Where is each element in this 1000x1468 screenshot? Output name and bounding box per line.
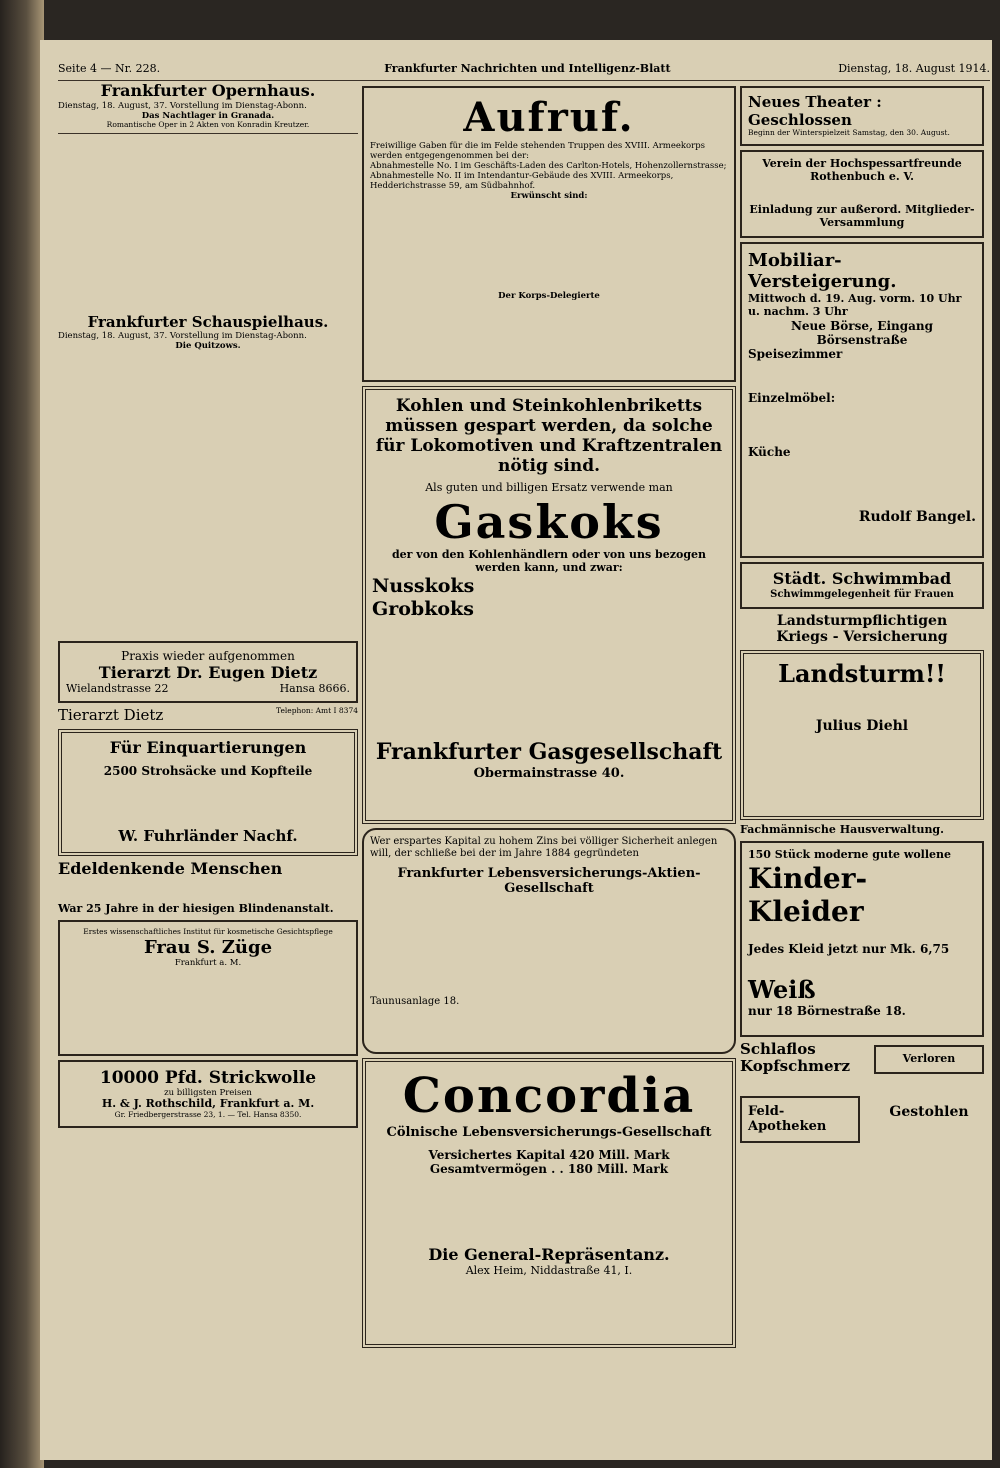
einzelmoebel: Einzelmöbel:: [748, 390, 836, 405]
nusskoks: Nusskoks: [372, 575, 475, 598]
tierarzt2-phone: Telephon: Amt I 8374: [276, 706, 358, 716]
schauspiel-piece: Die Quitzows.: [175, 341, 241, 352]
concordia-ad: [362, 1058, 736, 1348]
neues-sub: Beginn der Winterspielzeit Samstag, den 30. August.: [748, 128, 950, 138]
gasges-address: Obermainstrasse 40.: [473, 766, 625, 782]
tierarzt-name: Tierarzt Dr. Eugen Dietz: [98, 662, 318, 682]
verein-name: Verein der Hochspessartfreunde Rothenbuch e. V.: [762, 157, 962, 184]
wolle-sub: zu billigsten Preisen: [164, 1087, 252, 1098]
vermoegen: Gesamtvermögen . . 180 Mill. Mark: [429, 1162, 669, 1177]
fuhrlaender: W. Fuhrländer Nachf.: [118, 827, 298, 846]
aufruf-text-4: Erwünscht sind:: [510, 191, 588, 202]
ersatz-line: Als guten und billigen Ersatz verwende man: [425, 481, 673, 495]
gaskoks-sub: der von den Kohlenhändlern oder von uns bezogen werden kann, und zwar:: [391, 548, 706, 575]
praxis-line: Praxis wieder aufgenommen: [121, 649, 295, 664]
edel-title: Edeldenkende Menschen: [58, 858, 283, 878]
book-spine: [0, 0, 44, 1468]
aufruf-title: Aufruf.: [463, 94, 635, 141]
boerse: Neue Börse, Eingang Börsenstraße: [790, 318, 934, 347]
kopfschmerz: Kopfschmerz: [740, 1057, 850, 1076]
gaskoks-ad: [362, 386, 736, 824]
zuege-address: Frankfurt a. M.: [174, 957, 242, 968]
landsturm-title: Landsturm!!: [778, 658, 946, 688]
gasgesellschaft: Frankfurter Gasgesellschaft: [375, 739, 723, 766]
grobkoks: Grobkoks: [372, 597, 474, 620]
weiss: Weiß: [748, 974, 816, 1004]
bad-title: Städt. Schwimmbad: [772, 569, 952, 589]
leben-text: Wer erspartes Kapital zu hohem Zins bei völliger Sicherheit anlegen will, der schließe bei der im Jahre 1884 gegründeten: [370, 836, 718, 859]
concordia-title: Concordia: [402, 1068, 696, 1124]
general-address: Alex Heim, Niddastraße 41, I.: [465, 1264, 633, 1278]
kinder-title: Kinder-Kleider: [748, 861, 868, 928]
opera-sub: Romantische Oper in 2 Akten von Konradin Kreutzer.: [106, 119, 310, 129]
aufruf-text-1: Freiwillige Gaben für die im Felde stehenden Truppen des XVIII. Armeekorps werden entgegengenommen bei der:: [370, 141, 706, 162]
wolle-address: Gr. Friedbergerstrasse 23, 1. — Tel. Hansa 8350.: [114, 1109, 302, 1119]
column-1: [58, 82, 358, 1458]
gaskoks-title: Gaskoks: [434, 495, 664, 550]
korps-delegierte: Der Korps-Delegierte: [498, 291, 600, 302]
wolle-title: 10000 Pfd. Strickwolle: [99, 1067, 317, 1088]
hausverwaltung: Fachmännische Hausverwaltung.: [740, 822, 944, 836]
kriegsversicherung: Kriegs - Versicherung: [776, 629, 948, 646]
diehl: Julius Diehl: [815, 718, 909, 735]
verloren: Verloren: [874, 1045, 984, 1074]
kueche: Küche: [748, 445, 791, 460]
column-3: [740, 82, 984, 1458]
landsturm-ad: [740, 650, 984, 820]
bangel: Rudolf Bangel.: [858, 509, 976, 526]
tierarzt-address: Wielandstrasse 22: [66, 681, 169, 695]
leben-title: Frankfurter Lebensversicherungs-Aktien-Gesellschaft: [397, 865, 701, 896]
einquartierung-ad: [58, 729, 358, 856]
small-ads: [740, 1041, 984, 1147]
verein-ad: [740, 150, 984, 238]
kapital: Versichertes Kapital 420 Mill. Mark: [428, 1147, 670, 1162]
page-number: Seite 4 — Nr. 228.: [58, 62, 161, 75]
schlaflos: Schlaflos: [740, 1039, 816, 1058]
tierarzt-phone: Hansa 8666.: [279, 681, 350, 695]
schauspiel-title: Frankfurter Schauspielhaus.: [87, 312, 329, 331]
opera-title: Frankfurter Opernhaus.: [100, 81, 316, 100]
weiss-address: nur 18 Börnestraße 18.: [748, 1004, 906, 1019]
mobiliar-ad: [740, 242, 984, 558]
zuege-name: Frau S. Züge: [143, 936, 273, 958]
versammlung: Einladung zur außerord. Mitglieder-Versammlung: [749, 203, 975, 230]
neues-title: Neues Theater : Geschlossen: [748, 93, 882, 129]
kinder-preis: Jedes Kleid jetzt nur Mk. 6,75: [748, 941, 950, 956]
tierarzt-ad: [58, 641, 358, 703]
aufruf-text-3: Abnahmestelle No. II im Intendantur-Gebäude des XVIII. Armeekorps, Hedderichstrasse 59, am Südbahnhof.: [370, 171, 674, 192]
wolle-ad: [58, 1060, 358, 1128]
date: Dienstag, 18. August 1914.: [838, 62, 990, 75]
zuege-ad: [58, 920, 358, 1056]
mobiliar-date: Mittwoch d. 19. Aug. vorm. 10 Uhr u. nachm. 3 Uhr: [748, 291, 962, 318]
opera-piece: Das Nachtlager in Granada.: [141, 110, 275, 121]
masthead: Frankfurter Nachrichten und Intelligenz-Blatt: [384, 62, 671, 75]
column-2: [362, 82, 736, 1458]
feld-apotheken: Feld-Apotheken: [740, 1096, 860, 1143]
lebensvers-ad: [362, 828, 736, 1054]
aufruf-ad: [362, 86, 736, 382]
kinder-pre: 150 Stück moderne gute wollene: [748, 847, 952, 861]
speisezimmer: Speisezimmer: [748, 346, 843, 361]
leben-address: Taunusanlage 18.: [370, 996, 460, 1008]
opera-line: Dienstag, 18. August, 37. Vorstellung im Dienstag-Abonn.: [58, 100, 307, 111]
gestohlen: Gestohlen: [889, 1103, 969, 1120]
concordia-sub: Cölnische Lebensversicherungs-Gesellschaft: [386, 1124, 712, 1140]
einq-line: 2500 Strohsäcke und Kopfteile: [103, 764, 313, 779]
general-repr: Die General-Repräsentanz.: [428, 1245, 670, 1265]
schwimmbad-ad: [740, 562, 984, 609]
landsturmpflichtigen: Landsturmpflichtigen: [776, 612, 948, 629]
blind-line: War 25 Jahre in der hiesigen Blindenanstalt.: [58, 901, 334, 915]
kohlen-text: Kohlen und Steinkohlenbriketts müssen gespart werden, da solche für Lokomotiven und Kraftzentralen nötig sind.: [375, 396, 723, 477]
mobiliar-title: Mobiliar-Versteigerung.: [748, 250, 897, 293]
kinderkleider-ad: [740, 841, 984, 1037]
aufruf-text-2: Abnahmestelle No. I im Geschäfts-Laden des Carlton-Hotels, Hohenzollernstrasse;: [370, 161, 727, 172]
page-header: [58, 60, 990, 81]
einq-title: Für Einquartierungen: [109, 738, 307, 758]
tierarzt2-name: Tierarzt Dietz: [58, 706, 164, 725]
schauspiel-line: Dienstag, 18. August, 37. Vorstellung im Dienstag-Abonn.: [58, 331, 307, 342]
neues-theater-ad: [740, 86, 984, 146]
zuege-institute: Erstes wissenschaftliches Institut für kosmetische Gesichtspflege: [83, 926, 333, 936]
wolle-firm: H. & J. Rothschild, Frankfurt a. M.: [101, 1096, 315, 1110]
bad-sub: Schwimmgelegenheit für Frauen: [770, 588, 954, 600]
